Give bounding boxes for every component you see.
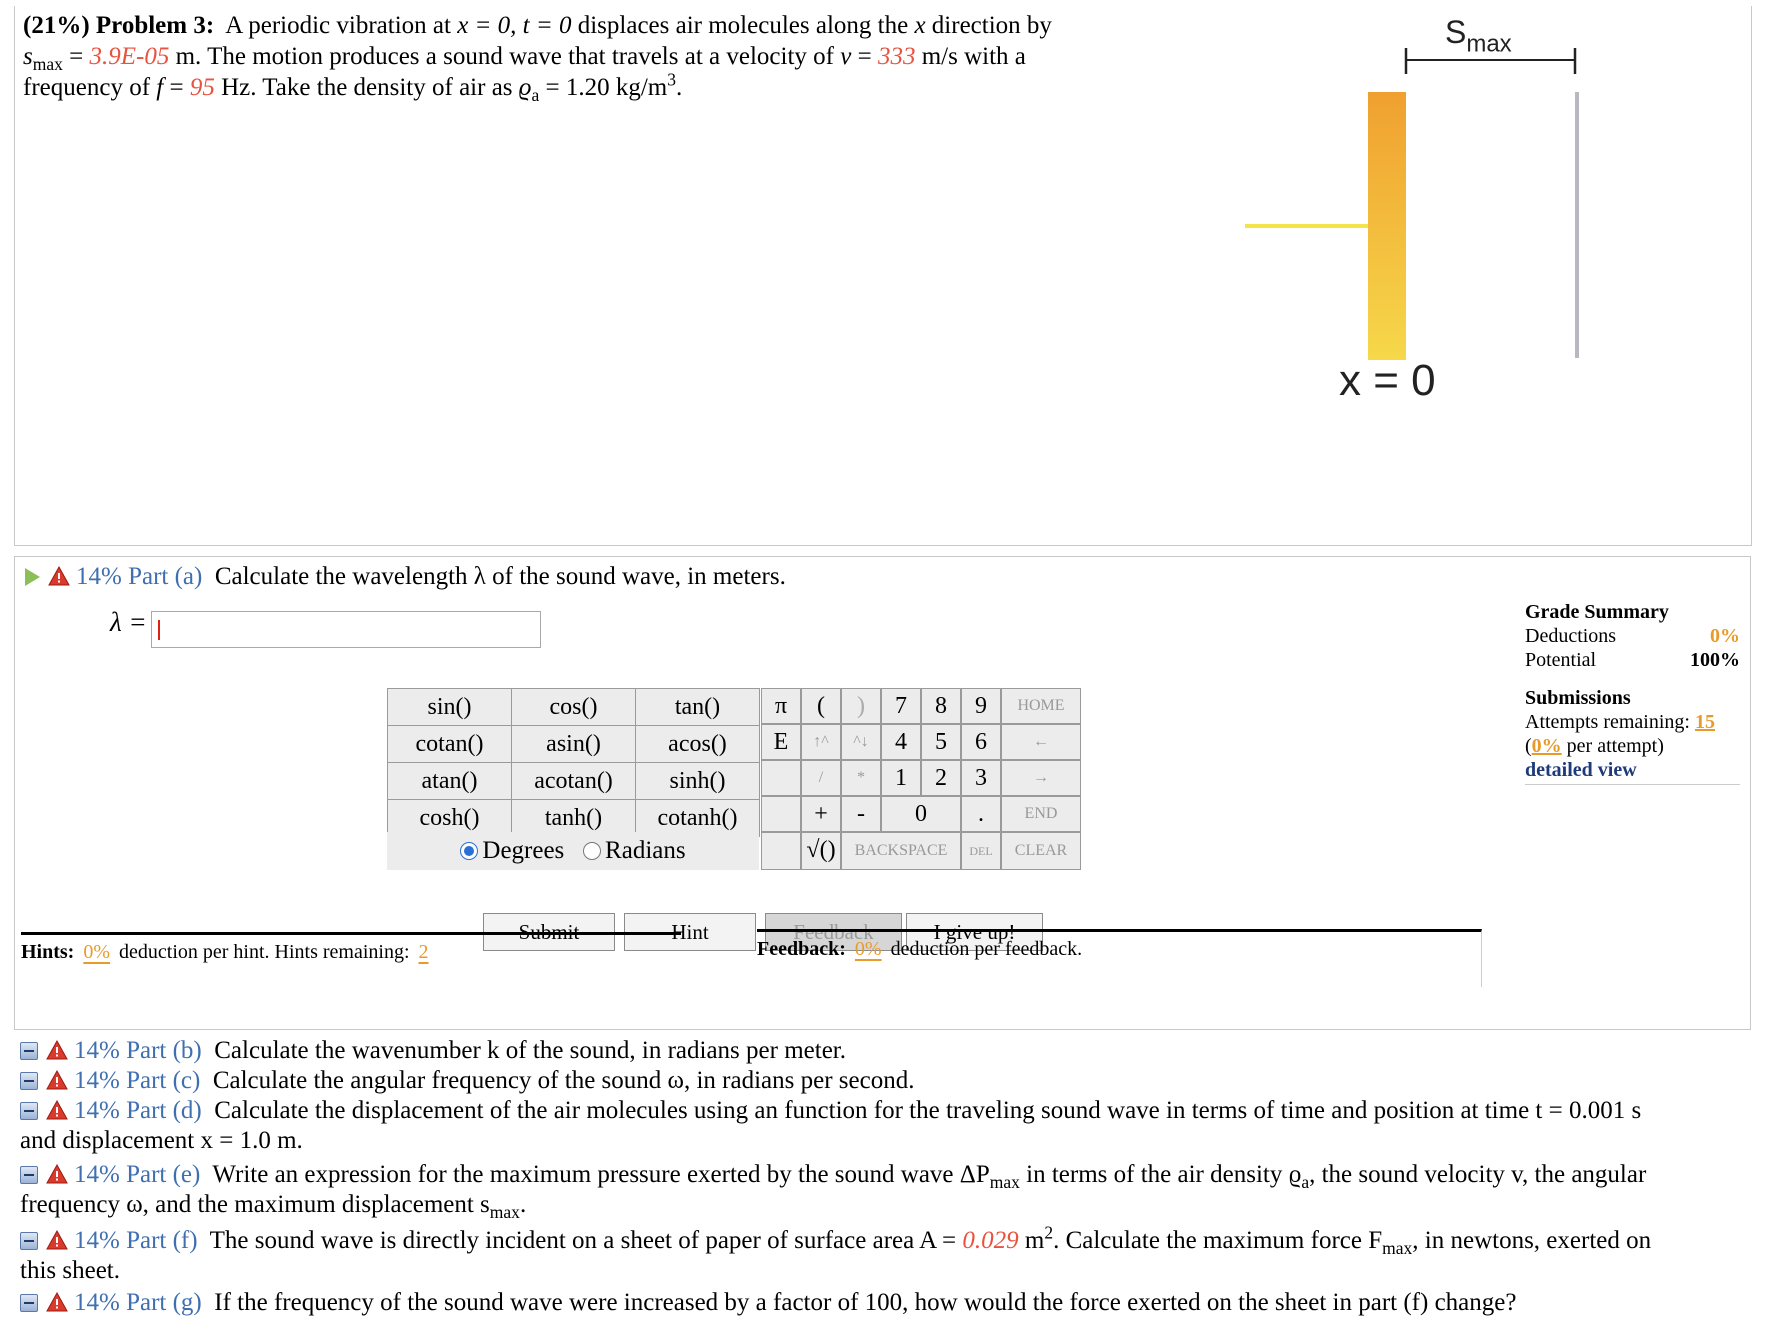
problem-text: direction by xyxy=(931,12,1052,39)
answer-label: λ = xyxy=(110,607,147,637)
hints-deduction: 0% xyxy=(83,941,111,963)
submissions-title: Submissions xyxy=(1525,687,1631,709)
key-down[interactable]: ^↓ xyxy=(841,724,881,760)
warning-icon xyxy=(46,1040,68,1060)
key-1[interactable]: 1 xyxy=(881,760,921,796)
rho-symbol: ϱ xyxy=(518,74,532,101)
warning-icon xyxy=(46,1070,68,1090)
part-f-text-d: , in newtons, exerted on xyxy=(1412,1227,1652,1254)
part-a-header xyxy=(25,562,786,592)
smax-value: 3.9E-05 xyxy=(89,43,170,70)
part-d-row[interactable] xyxy=(20,1096,1740,1156)
part-f-text-c: . Calculate the maximum force F xyxy=(1053,1227,1383,1254)
key-9[interactable]: 9 xyxy=(961,688,1001,724)
key-acotan[interactable]: acotan() xyxy=(512,763,636,800)
expand-icon[interactable] xyxy=(20,1232,38,1250)
key-acos[interactable]: acos() xyxy=(636,726,760,763)
key-sin[interactable]: sin() xyxy=(388,689,512,726)
hints-remaining: 2 xyxy=(418,941,429,963)
key-plus[interactable]: + xyxy=(801,796,841,832)
period: . xyxy=(676,74,683,101)
key-end[interactable]: END xyxy=(1001,796,1081,832)
part-a-weight: 14% Part (a) xyxy=(76,563,203,590)
part-g-weight: 14% Part (g) xyxy=(74,1289,202,1316)
part-e-row[interactable] xyxy=(20,1160,1740,1223)
rho-sub: a xyxy=(531,85,540,106)
problem-title: Problem 3: xyxy=(95,12,215,39)
part-d-weight: 14% Part (d) xyxy=(74,1097,202,1124)
function-keypad xyxy=(387,688,760,837)
key-7[interactable]: 7 xyxy=(881,688,921,724)
key-0[interactable]: 0 xyxy=(881,796,961,832)
equals: = xyxy=(163,74,190,101)
expand-arrow-icon[interactable] xyxy=(25,568,40,586)
key-home[interactable]: HOME xyxy=(1001,688,1081,724)
potential-label: Potential xyxy=(1525,649,1597,671)
expand-icon[interactable] xyxy=(20,1166,38,1184)
key-6[interactable]: 6 xyxy=(961,724,1001,760)
problem-text: m/s with a xyxy=(915,43,1026,70)
period: . xyxy=(519,1191,527,1218)
part-e-text-b: in terms of the air density ϱ xyxy=(1019,1161,1302,1188)
sub: max xyxy=(489,1202,520,1223)
warning-icon xyxy=(46,1292,68,1312)
problem-box xyxy=(14,6,1752,546)
figure-diagram xyxy=(1245,6,1585,416)
warning-icon xyxy=(48,566,70,586)
paren: ( xyxy=(1525,735,1532,757)
key-8[interactable]: 8 xyxy=(921,688,961,724)
smax-symbol: s xyxy=(23,43,33,70)
part-e-weight: 14% Part (e) xyxy=(74,1161,201,1188)
sub: max xyxy=(1382,1238,1413,1259)
deductions-value: 0% xyxy=(1710,625,1740,647)
sup: 2 xyxy=(1044,1222,1054,1243)
part-f-text-2: this sheet. xyxy=(20,1257,120,1284)
hints-info xyxy=(21,932,681,990)
problem-text: displaces air molecules along the xyxy=(577,12,909,39)
part-a-question: Calculate the wavelength λ of the sound wave, in meters. xyxy=(214,563,786,590)
key-5[interactable]: 5 xyxy=(921,724,961,760)
sub: max xyxy=(989,1172,1020,1193)
expand-icon[interactable] xyxy=(20,1042,38,1060)
key-sinh[interactable]: sinh() xyxy=(636,763,760,800)
part-g-text: If the frequency of the sound wave were increased by a factor of 100, how would the force exerted on the sheet in part (f) change? xyxy=(214,1289,1517,1316)
deductions-label: Deductions xyxy=(1525,625,1617,647)
key-right[interactable]: → xyxy=(1001,760,1081,796)
problem-weight: (21%) xyxy=(23,12,90,39)
area-value: 0.029 xyxy=(962,1227,1019,1254)
hints-label: Hints: xyxy=(21,941,75,963)
figure-smax-label: $S_{max}$ xyxy=(1445,14,1512,58)
vibrating-plate xyxy=(1368,92,1406,360)
warning-icon xyxy=(46,1164,68,1184)
key-close-paren[interactable]: ) xyxy=(841,688,881,724)
figure-x0-label: x = 0 xyxy=(1339,356,1436,405)
degrees-label: Degrees xyxy=(482,837,565,864)
key-cosh[interactable]: cosh() xyxy=(388,800,512,837)
attempts-label: Attempts remaining: xyxy=(1525,711,1690,733)
answer-input[interactable] xyxy=(151,611,541,648)
problem-text: A periodic vibration at xyxy=(225,12,451,39)
key-up[interactable]: ↑^ xyxy=(801,724,841,760)
other-parts-list xyxy=(20,1036,1740,1318)
warning-icon xyxy=(46,1100,68,1120)
grade-summary xyxy=(1525,600,1740,785)
key-asin[interactable]: asin() xyxy=(512,726,636,763)
part-f-text: The sound wave is directly incident on a sheet of paper of surface area A = xyxy=(209,1227,963,1254)
detailed-view-link[interactable]: detailed view xyxy=(1525,759,1637,781)
key-e[interactable]: E xyxy=(761,724,801,760)
expand-icon[interactable] xyxy=(20,1294,38,1312)
feedback-text: deduction per feedback. xyxy=(890,938,1083,960)
radians-radio[interactable] xyxy=(583,842,601,860)
part-d-text: Calculate the displacement of the air molecules using an function for the traveling sound wave in terms of time and position at time t = 0.001 s xyxy=(214,1097,1642,1124)
text-caret xyxy=(158,620,160,640)
key-sqrt[interactable]: √() xyxy=(801,832,841,870)
problem-statement xyxy=(23,10,1103,106)
part-a-panel xyxy=(14,556,1751,1030)
part-b-weight: 14% Part (b) xyxy=(74,1037,202,1064)
key-4[interactable]: 4 xyxy=(881,724,921,760)
part-e-text-c: , the sound velocity v, the angular xyxy=(1309,1161,1647,1188)
part-c-weight: 14% Part (c) xyxy=(74,1067,201,1094)
v-symbol: v xyxy=(840,43,852,70)
key-del[interactable]: DEL xyxy=(961,832,1001,870)
key-atan[interactable]: atan() xyxy=(388,763,512,800)
expand-icon[interactable] xyxy=(20,1102,38,1120)
key-cotan[interactable]: cotan() xyxy=(388,726,512,763)
key-decimal[interactable]: . xyxy=(961,796,1001,832)
problem-condition: x = 0, t = 0 xyxy=(457,12,572,39)
key-pi[interactable]: π xyxy=(761,688,801,724)
per-attempt-value: 0% xyxy=(1531,735,1562,757)
sub: a xyxy=(1301,1172,1310,1193)
key-divide[interactable]: / xyxy=(801,760,841,796)
key-tanh[interactable]: tanh() xyxy=(512,800,636,837)
key-3[interactable]: 3 xyxy=(961,760,1001,796)
part-g-row[interactable] xyxy=(20,1288,1740,1318)
feedback-info xyxy=(757,929,1482,987)
part-c-row[interactable] xyxy=(20,1066,1740,1096)
potential-value: 100% xyxy=(1690,649,1740,671)
hints-text: deduction per hint. Hints remaining: xyxy=(119,941,410,963)
part-d-text-2: and displacement x = 1.0 m. xyxy=(20,1127,303,1154)
part-c-text: Calculate the angular frequency of the sound ω, in radians per second. xyxy=(212,1067,915,1094)
submit-button[interactable]: Submit xyxy=(483,913,615,951)
smax-sub: max xyxy=(32,54,63,75)
key-backspace[interactable]: BACKSPACE xyxy=(841,832,961,870)
key-cotanh[interactable]: cotanh() xyxy=(636,800,760,837)
give-up-button[interactable]: I give up! xyxy=(906,913,1043,951)
key-multiply[interactable]: * xyxy=(841,760,881,796)
key-2[interactable]: 2 xyxy=(921,760,961,796)
radians-label: Radians xyxy=(605,837,686,864)
key-clear[interactable]: CLEAR xyxy=(1001,832,1081,870)
per-attempt-text: per attempt) xyxy=(1561,735,1664,757)
equals: = xyxy=(851,43,878,70)
feedback-deduction: 0% xyxy=(854,938,882,960)
problem-text: m. The motion produces a sound wave that travels at a velocity of xyxy=(169,43,841,70)
degrees-radio[interactable] xyxy=(460,842,478,860)
feedback-button[interactable]: Feedback xyxy=(765,913,902,951)
part-e-text-2: frequency ω, and the maximum displacement s xyxy=(20,1191,490,1218)
problem-text: Hz. Take the density of air as xyxy=(214,74,519,101)
angle-mode-selector xyxy=(387,832,759,870)
key-tan[interactable]: tan() xyxy=(636,689,760,726)
part-b-row[interactable] xyxy=(20,1036,1740,1066)
velocity-value: 333 xyxy=(877,43,916,70)
grade-summary-title: Grade Summary xyxy=(1525,601,1669,623)
equals: = xyxy=(62,43,90,70)
feedback-label: Feedback: xyxy=(757,938,846,960)
hint-button[interactable]: Hint xyxy=(624,913,756,951)
part-f-weight: 14% Part (f) xyxy=(74,1227,198,1254)
f-symbol: f xyxy=(156,74,164,101)
problem-figure xyxy=(1245,6,1585,416)
key-blank xyxy=(761,832,801,870)
part-b-text: Calculate the wavenumber k of the sound, in radians per meter. xyxy=(214,1037,846,1064)
unit: m xyxy=(1018,1227,1045,1254)
key-left[interactable]: ← xyxy=(1001,724,1081,760)
part-f-row[interactable] xyxy=(20,1222,1740,1286)
expand-icon[interactable] xyxy=(20,1072,38,1090)
frequency-value: 95 xyxy=(189,74,215,101)
density-value: = 1.20 kg/m xyxy=(539,74,668,101)
part-e-text: Write an expression for the maximum pressure exerted by the sound wave ΔP xyxy=(212,1161,990,1188)
key-blank xyxy=(761,796,801,832)
problem-var: x xyxy=(914,12,926,39)
key-cos[interactable]: cos() xyxy=(512,689,636,726)
problem-text: frequency of xyxy=(23,74,157,101)
key-blank xyxy=(761,760,801,796)
key-open-paren[interactable]: ( xyxy=(801,688,841,724)
density-sup: 3 xyxy=(667,69,676,90)
attempts-remaining: 15 xyxy=(1694,711,1715,733)
key-minus[interactable]: - xyxy=(841,796,881,832)
warning-icon xyxy=(46,1230,68,1250)
